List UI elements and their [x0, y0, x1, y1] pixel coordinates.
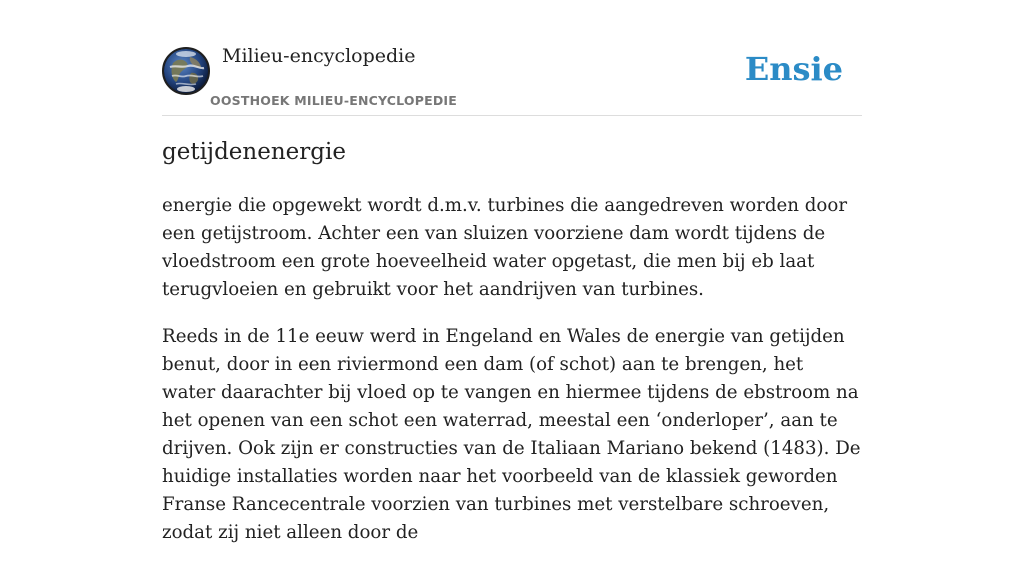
earth-globe-icon[interactable]: [162, 47, 210, 95]
page: [162, 0, 862, 543]
site-header: [162, 0, 862, 116]
article-paragraph: energie die opgewekt wordt d.m.v. turbines die aangedreven worden door een getijstroom. Achter een van sluizen voorziene dam wordt tijdens de vloedstroom een grote hoeveelheid water opgetast, die men bij eb laat terugvloeien en gebruikt voor het aandrijven van turbines.: [162, 195, 848, 300]
ensie-logo[interactable]: Ensie: [744, 50, 843, 88]
site-name[interactable]: Milieu-encyclopedie: [222, 45, 416, 67]
page-title: getijdenenergie: [162, 139, 346, 165]
site-subtitle[interactable]: OOSTHOEK MILIEU-ENCYCLOPEDIE: [210, 93, 457, 108]
article-body: [162, 192, 862, 566]
article-paragraph: Reeds in de 11e eeuw werd in Engeland en Wales de energie van getijden benut, door in een riviermond een dam (of schot) aan te brengen, het water daarachter bij vloed op te vangen en hiermee tijdens de ebstroom na het openen van een schot een waterrad, meestal een ‘onderloper’, aan te drijven. Ook zijn er constructies van de Italiaan Mariano bekend (1483). De huidige installaties worden naar het voorbeeld van de klassiek geworden Franse Rancecentrale voorzien van turbines met verstelbare schroeven, zodat zij niet alleen door de: [162, 326, 861, 543]
